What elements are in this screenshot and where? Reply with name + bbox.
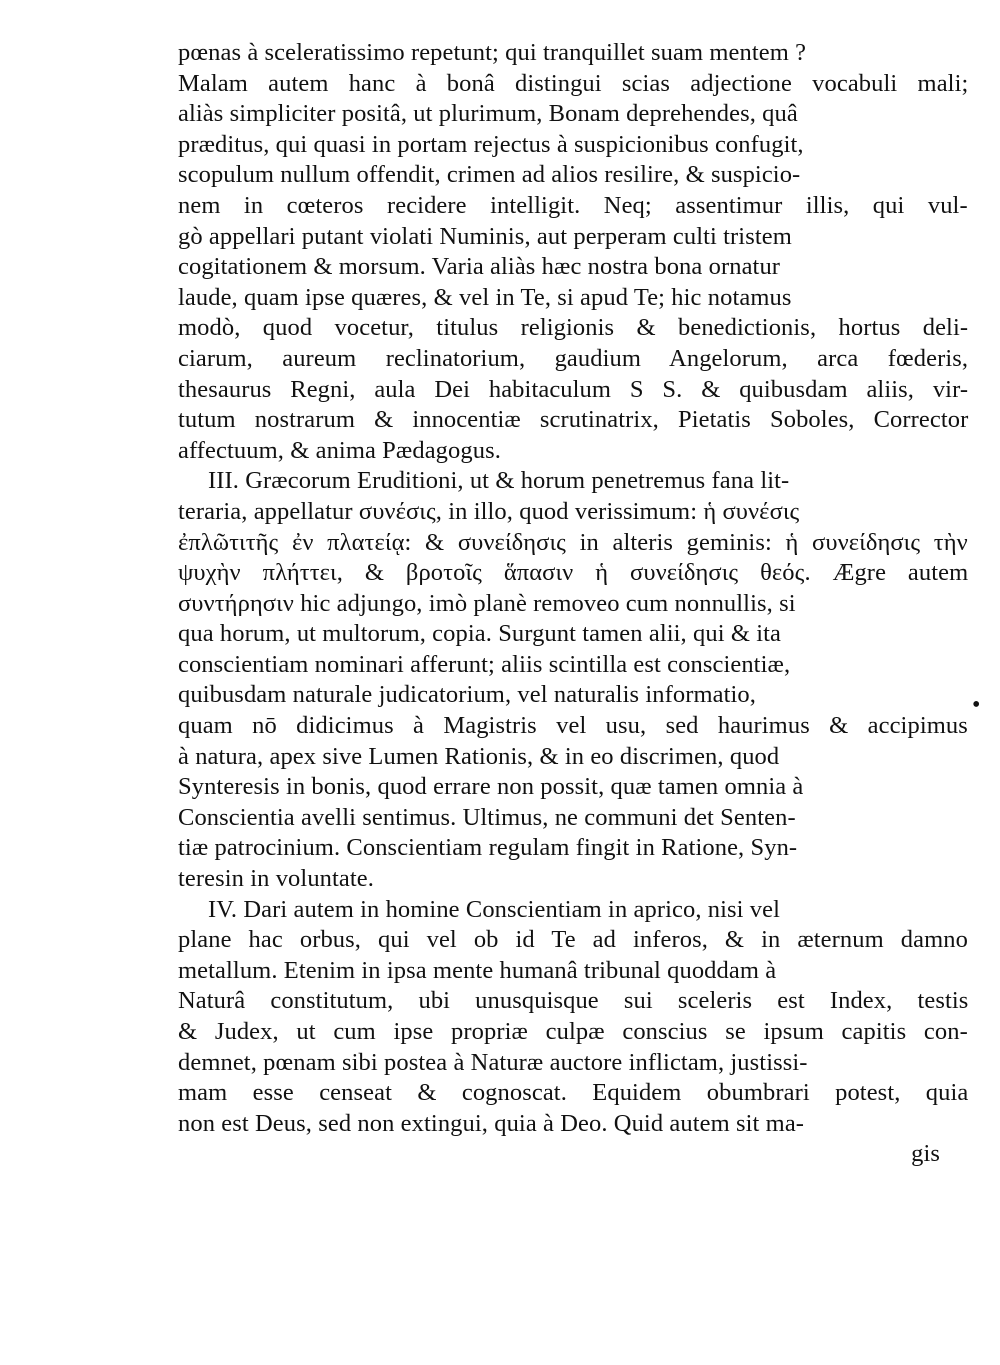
text-line: Naturâ constitutum, ubi unusquisque sui sceleris est Index, testis [178, 987, 969, 1015]
text-line: modò, quod vocetur, titulus religionis & benedictionis, hortus deli- [178, 314, 969, 342]
text-line: teresin in voluntate. [178, 865, 375, 893]
text-line: thesaurus Regni, aula Dei habitaculum S S. & quibusdam aliis, vir- [178, 375, 969, 403]
text-line: pœnas à sceleratissimo repetunt; qui tranquillet suam mentem ? [178, 39, 807, 66]
greek-text-line: ψυχὴν πλήττει, & βροτοῖς ἅπασιν ἡ συνείδησις θεός. Ægre autem [178, 559, 969, 587]
text-line: affectuum, & anima Pædagogus. [178, 436, 501, 464]
text-line: mam esse censeat & cognoscat. Equidem obumbrari potest, quia [178, 1079, 969, 1107]
text-line: conscientiam nominari afferunt; aliis scintilla est conscientiæ, [178, 650, 791, 678]
text-line: cogitationem & morsum. Varia aliàs hæc nostra bona ornatur [178, 253, 781, 281]
text-line: teraria, appellatur συνέσις, in illo, quod verissimum: ἡ συνέσις [178, 497, 800, 525]
text-line: plane hac orbus, qui vel ob id Te ad inferos, & in æternum damno [178, 926, 968, 954]
text-line: non est Deus, sed non extingui, quia à Deo. Quid autem sit ma- [178, 1109, 805, 1137]
text-line: Malam autem hanc à bonâ distingui scias adjectione vocabuli mali; [178, 69, 969, 97]
text-line: Conscientia avelli sentimus. Ultimus, ne communi det Senten- [178, 803, 796, 831]
text-line: qua horum, ut multorum, copia. Surgunt tamen alii, qui & ita [178, 620, 781, 648]
text-line: præditus, qui quasi in portam rejectus à suspicionibus confugit, [178, 130, 804, 158]
text-line: nem in cœteros recidere intelligit. Neq; assentimur illis, qui vul- [178, 191, 968, 219]
text-line: tutum nostrarum & innocentiæ scrutinatrix, Pietatis Soboles, Corrector [178, 406, 969, 434]
text-line: laude, quam ipse quæres, & vel in Te, si apud Te; hic notamus [178, 283, 792, 311]
paragraph-start-line: IV. Dari autem in homine Conscientiam in aprico, nisi vel [208, 895, 781, 923]
text-line: gò appellari putant violati Numinis, aut perperam culti tristem [178, 222, 792, 250]
text-line: quibusdam naturale judicatorium, vel naturalis informatio, [178, 681, 756, 709]
text-line: demnet, pœnam sibi postea à Naturæ auctore inflictam, justissi- [178, 1048, 808, 1076]
text-line: συντήρησιν hic adjungo, imò planè removeo cum nonnullis, si [178, 589, 796, 617]
text-block [178, 38, 968, 1170]
text-line: scopulum nullum offendit, crimen ad alios resilire, & suspicio- [178, 161, 801, 189]
margin-mark: • [972, 692, 981, 718]
greek-text-line: ἐπλῶτιτῆς ἐν πλατείᾳ: & συνείδησις in alteris geminis: ἡ συνείδησις τὴν [178, 528, 968, 556]
catchword: gis [911, 1140, 940, 1168]
text-line: & Judex, ut cum ipse propriæ culpæ conscius se ipsum capitis con- [178, 1018, 968, 1045]
text-line: aliàs simpliciter positâ, ut plurimum, Bonam deprehendes, quâ [178, 100, 798, 128]
text-line: Synteresis in bonis, quod errare non possit, quæ tamen omnia à [178, 773, 804, 801]
text-line: metallum. Etenim in ipsa mente humanâ tribunal quoddam à [178, 956, 777, 984]
text-line: tiæ patrocinium. Conscientiam regulam fingit in Ratione, Syn- [178, 834, 798, 862]
text-line: à natura, apex sive Lumen Rationis, & in eo discrimen, quod [178, 742, 780, 770]
text-line: ciarum, aureum reclinatorium, gaudium Angelorum, arca fœderis, [178, 344, 969, 372]
paragraph-start-line: III. Græcorum Eruditioni, ut & horum penetremus fana lit- [208, 467, 790, 495]
text-line: quam nō didicimus à Magistris vel usu, sed haurimus & accipimus [178, 712, 968, 740]
